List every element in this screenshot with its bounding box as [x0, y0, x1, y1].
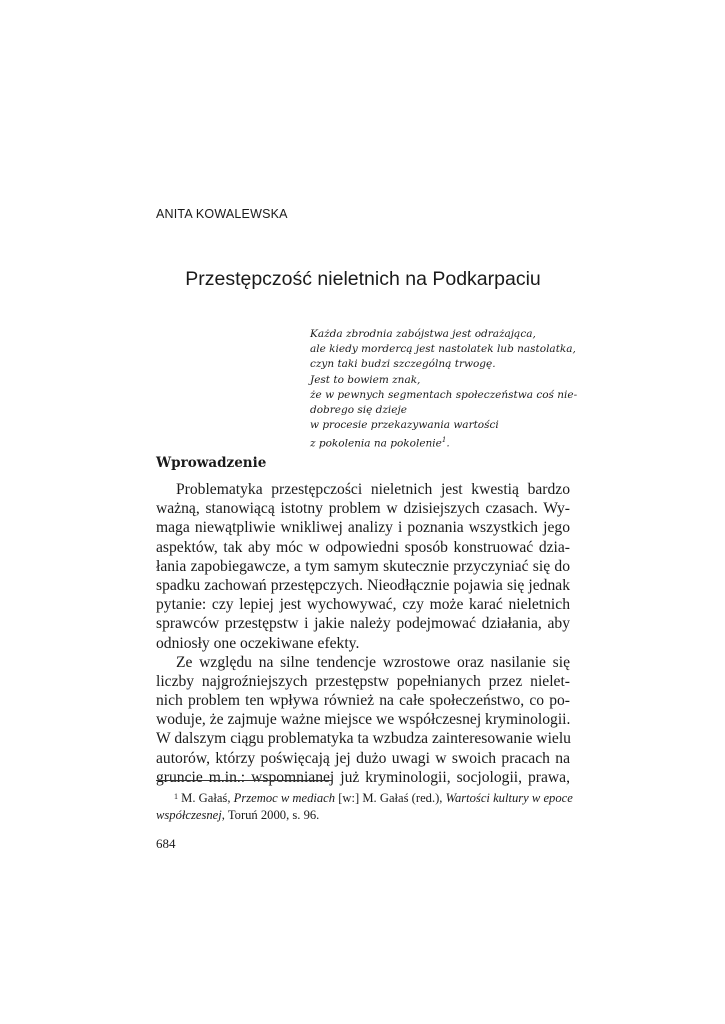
- body-line: łania zapobiegawcze, a tym samym skutecznie przyczyniać się do: [156, 557, 570, 575]
- footnote-book-title: Wartości kultury w epoce: [445, 791, 573, 805]
- section-heading: Wprowadzenie: [156, 455, 267, 471]
- footnote-author: M. Gałaś,: [181, 791, 231, 805]
- body-line: Ze względu na silne tendencje wzrostowe oraz nasilanie się: [176, 653, 570, 671]
- body-line: sprawców przestępstw i jakie należy podejmować działania, aby: [156, 615, 570, 633]
- epigraph-end: .: [446, 437, 450, 450]
- footnote-title: Przemoc w mediach: [233, 791, 336, 805]
- footnote-divider: [156, 780, 332, 781]
- body-line: nich problem ten wpływa również na całe społeczeństwo, co po-: [156, 692, 570, 710]
- footnote-editor: [w:] M. Gałaś (red.),: [338, 791, 443, 805]
- epigraph-line-text: z pokolenia na pokolenie: [310, 437, 442, 450]
- footnote-line: [156, 807, 570, 824]
- epigraph-line: Jest to bowiem znak,: [310, 373, 421, 386]
- footnote-line: [156, 788, 573, 807]
- footnote-publication: , Toruń 2000, s. 96.: [221, 808, 320, 822]
- article-title: Przestępczość nieletnich na Podkarpaciu: [185, 268, 541, 290]
- epigraph-line: dobrego się dzieje: [310, 404, 407, 417]
- body-line: spadku zachowań przestępczych. Nieodłącznie pojawia się jednak: [156, 576, 570, 594]
- epigraph-line: że w pewnych segmentach społeczeństwa coś nie-: [310, 388, 578, 401]
- body-line: autorów, którzy poświęcają jej dużo uwagi w swoich pracach na: [156, 749, 570, 767]
- body-line: maga niewątpliwie wnikliwej analizy i poznania wszystkich jego: [156, 519, 570, 537]
- body-line: liczby najgroźniejszych przestępstw popełnianych przez nielet-: [156, 672, 570, 690]
- epigraph: [310, 327, 580, 452]
- footnote-number: 1: [174, 792, 178, 801]
- body-line: aspektów, tak aby móc w odpowiedni sposób konstruować dzia-: [156, 538, 570, 556]
- body-line: gruncie m.in.: wspomnianej już kryminologii, socjologii, prawa,: [156, 768, 570, 786]
- epigraph-line: Każda zbrodnia zabójstwa jest odrażająca,: [310, 328, 536, 340]
- body-line: Problematyka przestępczości nieletnich jest kwestią bardzo: [176, 481, 570, 498]
- body-line: pytanie: czy lepiej jest wychowywać, czy może karać nieletnich: [156, 596, 570, 614]
- body-line: ważną, stanowiącą istotny problem w dzisiejszych czasach. Wy-: [156, 500, 570, 518]
- epigraph-line: [310, 433, 580, 452]
- footnote: [156, 788, 573, 824]
- footnote-reference[interactable]: 1: [441, 436, 447, 445]
- author-name: ANITA KOWALEWSKA: [156, 207, 288, 221]
- epigraph-line: w procesie przekazywania wartości: [310, 419, 499, 432]
- body-text: [156, 480, 570, 787]
- page-number: 684: [156, 836, 176, 851]
- body-line: odniosły one oczekiwane efekty.: [156, 634, 360, 652]
- footnote-book-title-cont: współczesnej: [156, 808, 222, 822]
- epigraph-line: ale kiedy mordercą jest nastolatek lub nastolatka,: [310, 343, 576, 356]
- body-line: woduje, że zajmuje ważne miejsce we współczesnej kryminologii.: [156, 711, 571, 729]
- body-line: W dalszym ciągu problematyka ta wzbudza zainteresowanie wielu: [156, 730, 571, 748]
- epigraph-line: czyn taki budzi szczególną trwogę.: [310, 358, 496, 371]
